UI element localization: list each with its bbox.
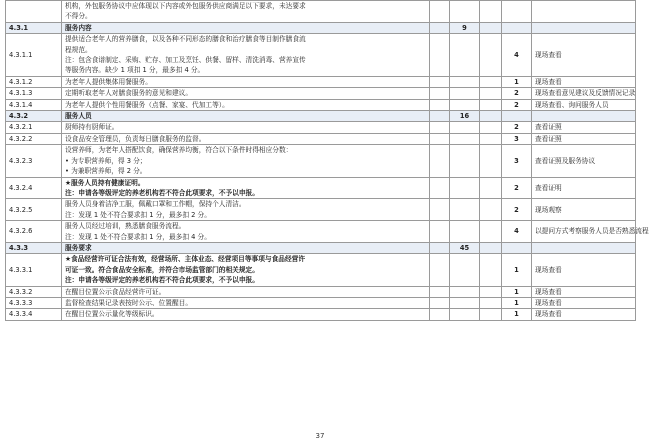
item-description-cell [62, 286, 430, 297]
assessment-method-cell: 查看证明 [532, 177, 636, 199]
section-score-cell [450, 99, 480, 110]
empty-cell [430, 76, 450, 87]
item-description-cell [62, 76, 430, 87]
item-description-cell [62, 1, 430, 23]
section-score-cell [450, 122, 480, 133]
item-points-cell: 3 [502, 133, 532, 144]
section-row [6, 242, 636, 253]
description-line: 程规范。 [65, 45, 92, 54]
item-description-cell [62, 254, 430, 286]
item-number-cell: 4.3.2.4 [6, 177, 62, 199]
description-line: 设食品安全管理员，负责每日膳食服务的监督。 [65, 134, 206, 143]
empty-cell [430, 133, 450, 144]
assessment-method-cell: 现场查看 [532, 254, 636, 286]
description-line: 服务人员身着洁净工服，佩戴口罩和工作帽，保持个人清洁。 [65, 200, 246, 209]
assessment-method-cell [532, 22, 636, 33]
item-description-cell [62, 297, 430, 308]
empty-cell [430, 1, 450, 23]
item-number-cell: 4.3.1.2 [6, 76, 62, 87]
item-number-cell: 4.3.3 [6, 242, 62, 253]
assessment-method-cell [532, 111, 636, 122]
item-description-cell [62, 309, 430, 320]
empty-cell [430, 286, 450, 297]
empty-cell [480, 133, 502, 144]
empty-cell [480, 76, 502, 87]
empty-cell [430, 242, 450, 253]
empty-cell [430, 111, 450, 122]
empty-cell [430, 254, 450, 286]
assessment-method-cell: 现场查看意见建议及反馈情况记录 [532, 88, 636, 99]
item-description-cell [62, 145, 430, 177]
empty-cell [430, 34, 450, 77]
description-line: • 为专职营养师，得 3 分； [65, 156, 147, 165]
description-line: 厨师持有厨师证。 [65, 123, 119, 132]
section-score-cell: 45 [450, 242, 480, 253]
section-score-cell [450, 1, 480, 23]
description-line: 提供适合老年人的营养膳食，以及各种不同形态的膳食和治疗膳食等目制作膳食流 [65, 35, 306, 44]
empty-cell [480, 99, 502, 110]
assessment-method-cell: 现场查看 [532, 286, 636, 297]
item-description-cell [62, 199, 430, 221]
item-points-cell [502, 1, 532, 23]
empty-cell [480, 242, 502, 253]
empty-cell [480, 88, 502, 99]
empty-cell [480, 122, 502, 133]
description-line: 注：申请各等级评定的养老机构若不符合此项要求，不予以申报。 [65, 276, 259, 285]
item-points-cell: 2 [502, 199, 532, 221]
description-line: 等服务内容。缺少 1 项扣 1 分，最多扣 4 分。 [65, 66, 205, 75]
description-line: 设营养师，为老年人搭配饮食，确保营养均衡，符合以下条件时得相应分数： [65, 146, 293, 155]
item-points-cell: 1 [502, 286, 532, 297]
item-number-cell: 4.3.3.4 [6, 309, 62, 320]
item-number-cell: 4.3.2 [6, 111, 62, 122]
description-line: 可证一致。符合食品安全标准，并符合市场监管部门的相关规定。 [65, 265, 259, 274]
description-line: 注：包含食谱制定、采购、贮存、加工及烹饪、供餐、留样、清洗消毒、营养宣传 [65, 56, 306, 65]
table-row [6, 297, 636, 308]
item-description-cell [62, 242, 430, 253]
table-row [6, 34, 636, 77]
assessment-table-body [6, 1, 649, 321]
section-score-cell [450, 309, 480, 320]
table-row [6, 199, 636, 221]
item-number-cell: 4.3.2.1 [6, 122, 62, 133]
item-points-cell: 4 [502, 221, 532, 243]
item-points-cell [502, 22, 532, 33]
section-row [6, 111, 636, 122]
empty-cell [430, 199, 450, 221]
item-points-cell: 2 [502, 177, 532, 199]
item-points-cell [502, 242, 532, 253]
item-points-cell: 2 [502, 122, 532, 133]
section-score-cell [450, 88, 480, 99]
table-row [6, 177, 636, 199]
empty-cell [430, 88, 450, 99]
description-line: 不得分。 [65, 12, 92, 21]
description-line: ★食品经营许可证合法有效，经营场所、主体业态、经营项目等事项与食品经营许 [65, 255, 306, 264]
description-line: 在醒目位置公示量化等级标识。 [65, 310, 159, 319]
item-description-cell [62, 177, 430, 199]
empty-cell [480, 286, 502, 297]
empty-cell [480, 1, 502, 23]
table-row [6, 133, 636, 144]
empty-cell [430, 177, 450, 199]
table-row [6, 286, 636, 297]
assessment-method-cell: 查看证照及服务协议 [532, 145, 636, 177]
table-row [6, 1, 636, 23]
description-line: 定期听取老年人对膳食服务的意见和建议。 [65, 89, 193, 98]
description-line: 监督检查结果记录表按时公示、位置醒目。 [65, 298, 193, 307]
table-row [6, 309, 636, 320]
section-score-cell [450, 254, 480, 286]
section-score-cell: 9 [450, 22, 480, 33]
assessment-method-cell: 现场查看 [532, 76, 636, 87]
item-description-cell [62, 122, 430, 133]
assessment-method-cell: 查看证照 [532, 122, 636, 133]
empty-cell [430, 99, 450, 110]
empty-cell [480, 22, 502, 33]
table-row [6, 122, 636, 133]
item-description-cell [62, 133, 430, 144]
empty-cell [480, 199, 502, 221]
item-number-cell: 4.3.3.3 [6, 297, 62, 308]
item-description-cell [62, 99, 430, 110]
item-number-cell: 4.3.3.2 [6, 286, 62, 297]
section-score-cell [450, 177, 480, 199]
empty-cell [430, 22, 450, 33]
description-line: 服务人员经过培训，熟悉膳食服务流程。 [65, 222, 186, 231]
section-score-cell [450, 221, 480, 243]
item-number-cell: 4.3.2.2 [6, 133, 62, 144]
empty-cell [430, 122, 450, 133]
assessment-method-cell [532, 1, 636, 23]
section-score-cell [450, 133, 480, 144]
item-number-cell: 4.3.2.3 [6, 145, 62, 177]
description-line: ★服务人员持有健康证明。 [65, 178, 145, 187]
page-number: 37 [315, 432, 325, 440]
empty-cell [480, 297, 502, 308]
item-description-cell [62, 34, 430, 77]
item-description-cell [62, 88, 430, 99]
item-points-cell: 1 [502, 254, 532, 286]
assessment-method-cell: 以提问方式考察服务人员是否熟悉流程 [532, 221, 636, 243]
item-points-cell: 2 [502, 88, 532, 99]
item-points-cell: 3 [502, 145, 532, 177]
description-line: 服务内容 [65, 23, 92, 32]
empty-cell [480, 254, 502, 286]
item-points-cell: 4 [502, 34, 532, 77]
section-score-cell [450, 199, 480, 221]
section-score-cell [450, 34, 480, 77]
section-row [6, 22, 636, 33]
item-points-cell: 1 [502, 297, 532, 308]
table-row [6, 145, 636, 177]
item-description-cell [62, 111, 430, 122]
description-line: • 为兼职营养师，得 2 分。 [65, 167, 147, 176]
empty-cell [480, 221, 502, 243]
table-row [6, 254, 636, 286]
assessment-method-cell: 现场查看、询问服务人员 [532, 99, 636, 110]
assessment-method-cell: 现场查看 [532, 34, 636, 77]
empty-cell [480, 177, 502, 199]
item-number-cell: 4.3.1 [6, 22, 62, 33]
assessment-table [5, 0, 649, 321]
assessment-method-cell: 查看证照 [532, 133, 636, 144]
description-line: 服务人员 [65, 112, 92, 121]
item-number-cell: 4.3.1.3 [6, 88, 62, 99]
item-points-cell: 1 [502, 309, 532, 320]
table-row [6, 221, 636, 243]
description-line: 注：发现 1 处不符合要求扣 1 分，最多扣 4 分。 [65, 232, 211, 241]
empty-cell [480, 34, 502, 77]
description-line: 为老年人提供集体用餐服务。 [65, 77, 152, 86]
assessment-method-cell [532, 242, 636, 253]
item-description-cell [62, 22, 430, 33]
item-number-cell: 4.3.1.4 [6, 99, 62, 110]
item-points-cell [502, 111, 532, 122]
description-line: 机构，外包服务协议中应体现以下内容或外包服务供应商满足以下要求，未达要求 [65, 2, 306, 10]
empty-cell [480, 145, 502, 177]
item-number-cell: 4.3.3.1 [6, 254, 62, 286]
item-number-cell: 4.3.2.6 [6, 221, 62, 243]
item-number-cell: 4.3.1.1 [6, 34, 62, 77]
assessment-table-container [5, 0, 649, 321]
description-line: 为老年人提供个性用餐服务（点餐、家宴、代加工等）。 [65, 100, 229, 109]
item-number-cell: 4.3.2.5 [6, 199, 62, 221]
description-line: 注：发现 1 处不符合要求扣 1 分，最多扣 2 分。 [65, 210, 211, 219]
item-points-cell: 1 [502, 76, 532, 87]
table-row [6, 76, 636, 87]
description-line: 在醒目位置公示食品经营许可证。 [65, 287, 166, 296]
section-score-cell [450, 145, 480, 177]
empty-cell [430, 221, 450, 243]
assessment-method-cell: 现场查看 [532, 309, 636, 320]
empty-cell [480, 111, 502, 122]
section-score-cell [450, 297, 480, 308]
description-line: 注：申请各等级评定的养老机构若不符合此项要求，不予以申报。 [65, 188, 259, 197]
empty-cell [430, 145, 450, 177]
section-score-cell: 16 [450, 111, 480, 122]
empty-cell [480, 309, 502, 320]
empty-cell [430, 309, 450, 320]
table-row [6, 88, 636, 99]
assessment-method-cell: 现场查看 [532, 297, 636, 308]
item-number-cell [6, 1, 62, 23]
section-score-cell [450, 76, 480, 87]
description-line: 服务要求 [65, 243, 92, 252]
table-row [6, 99, 636, 110]
assessment-method-cell: 现场观察 [532, 199, 636, 221]
empty-cell [430, 297, 450, 308]
item-points-cell: 2 [502, 99, 532, 110]
section-score-cell [450, 286, 480, 297]
item-description-cell [62, 221, 430, 243]
